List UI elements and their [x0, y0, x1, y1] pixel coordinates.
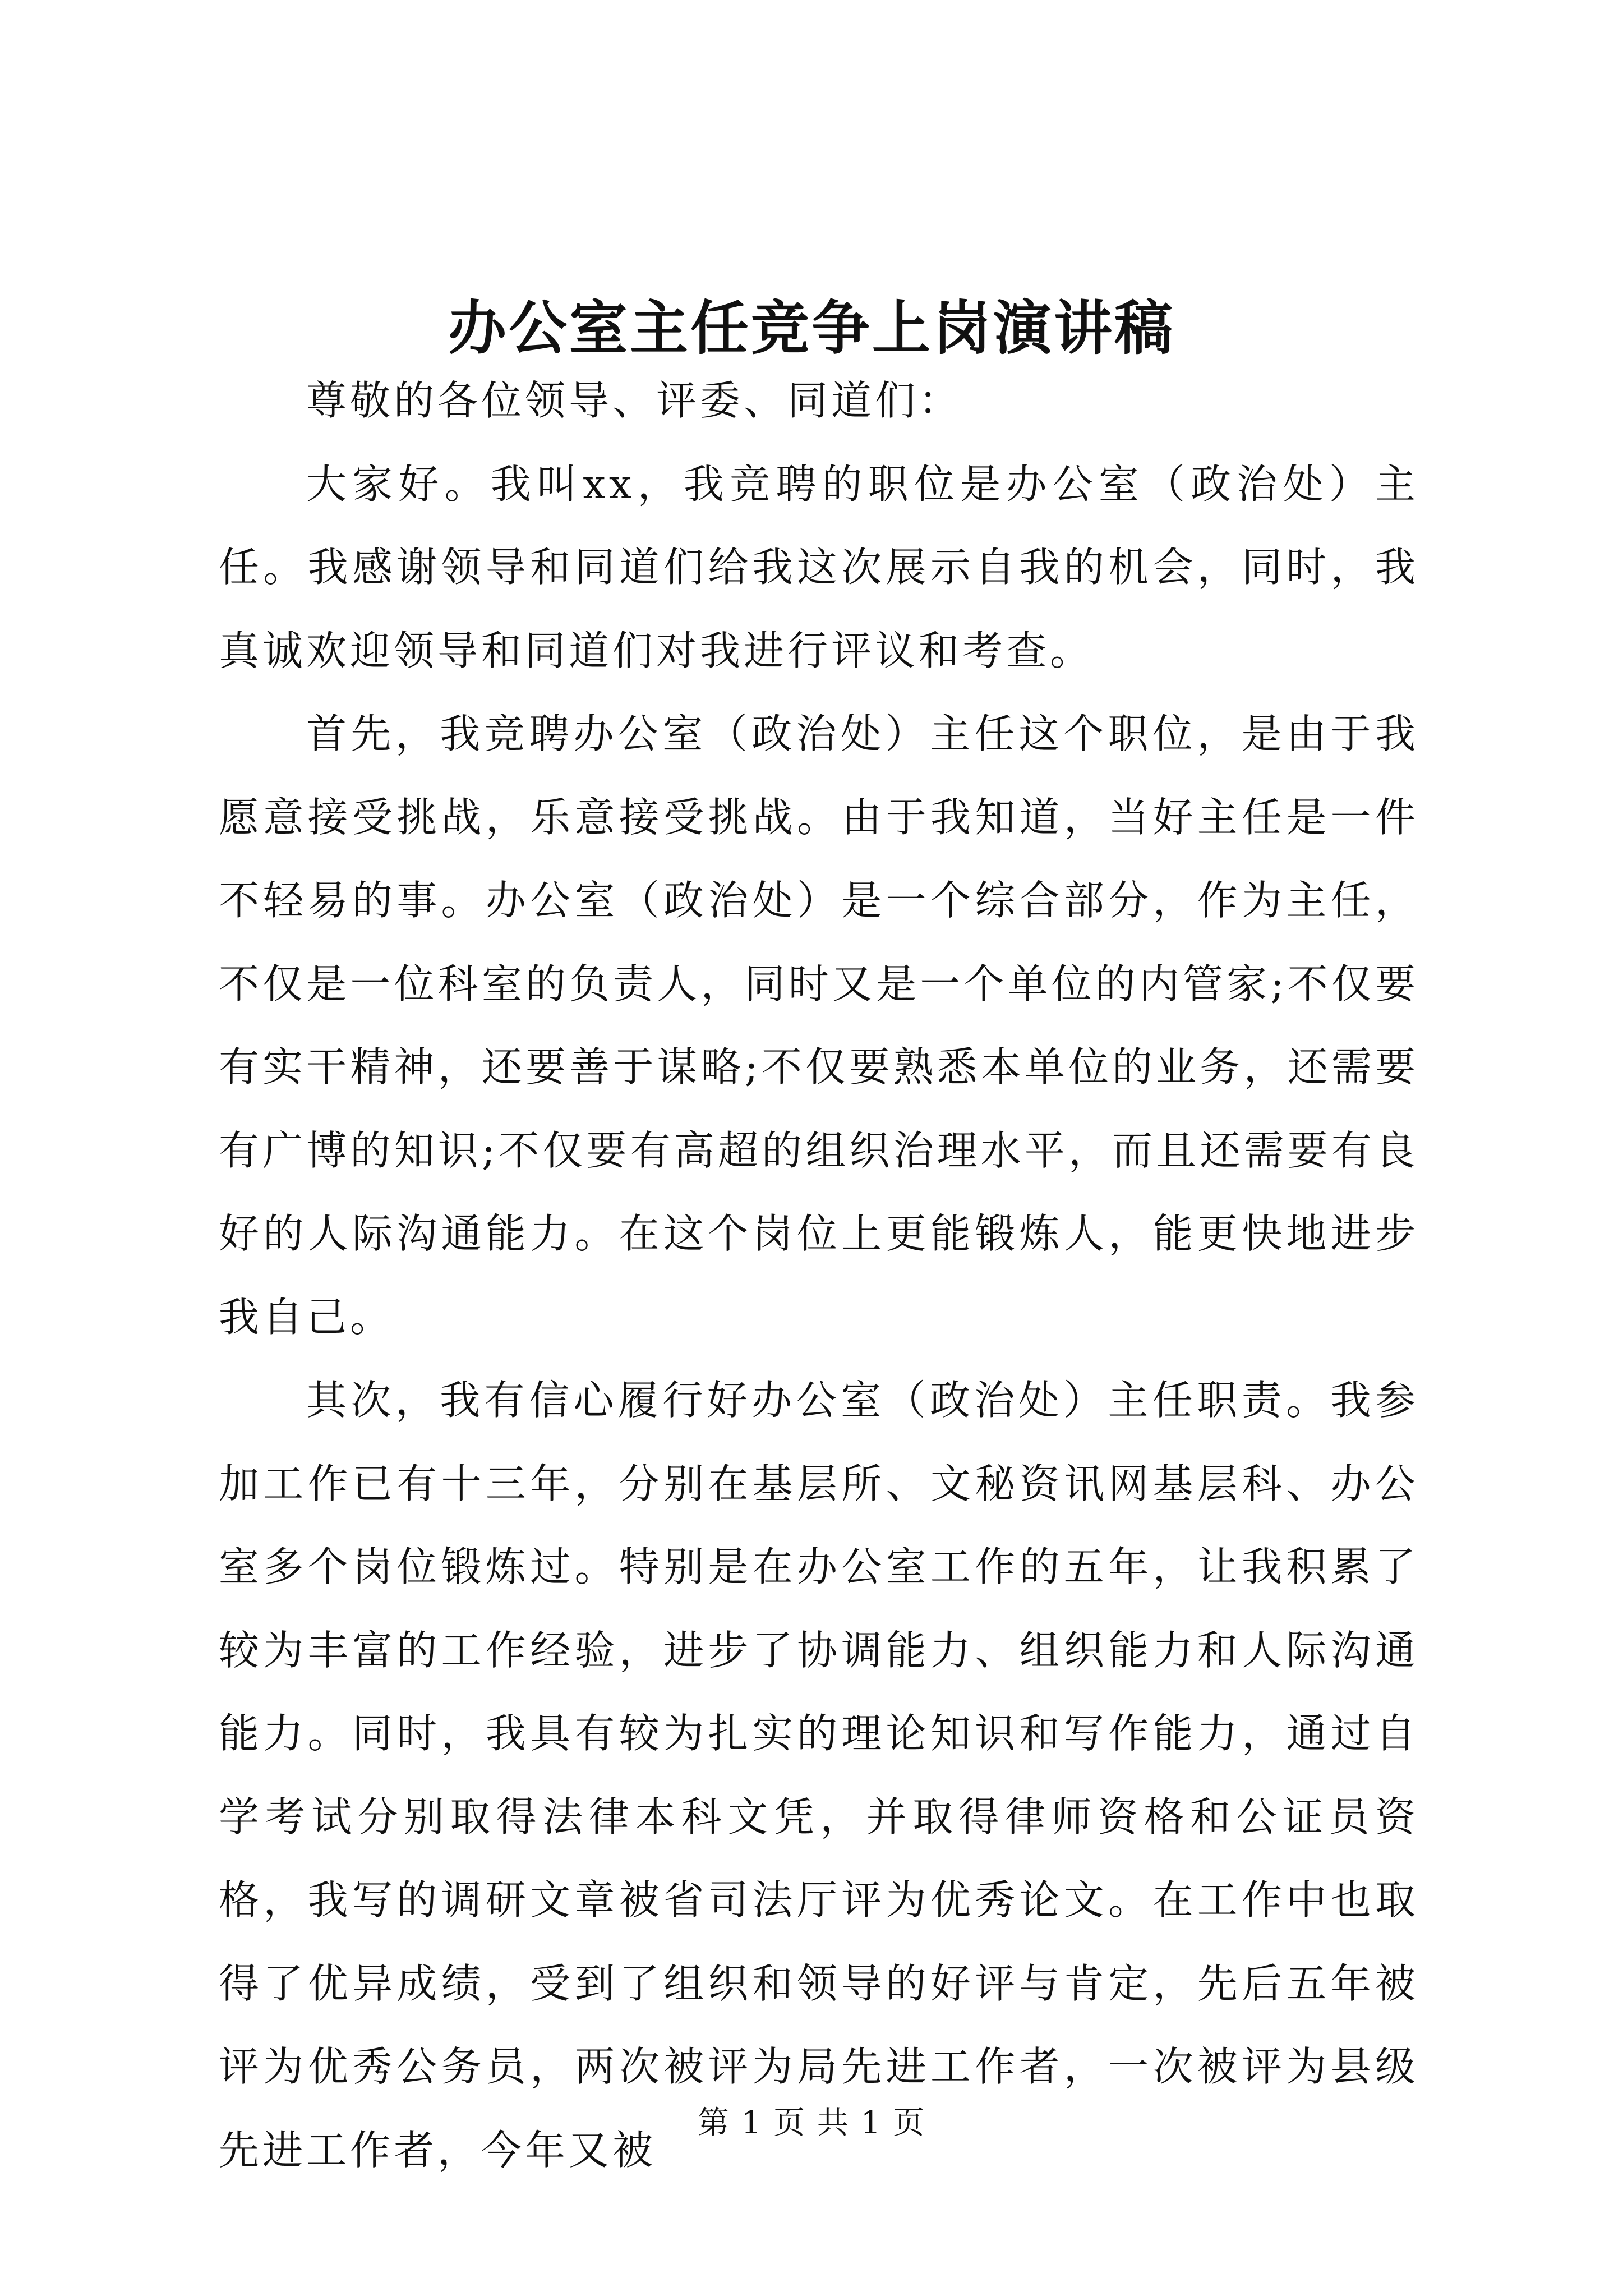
document-title: 办公室主任竞争上岗演讲稿: [448, 293, 1175, 362]
second-reason-paragraph: 其次，我有信心履行好办公室（政治处）主任职责。我参加工作已有十三年，分别在基层所、文秘资讯网基层科、办公室多个岗位锻炼过。特别是在办公室工作的五年，让我积累了较为丰富的工作经验，进步了协调能力、组织能力和人际沟通能力。同时，我具有较为扎实的理论知识和写作能力，通过自学考试分别取得法律本科文凭，并取得律师资格和公证员资格，我写的调研文章被省司法厅评为优秀论文。在工作中也取得了优异成绩，受到了组织和领导的好评与肯定，先后五年被评为优秀公务员，两次被评为局先进工作者，一次被评为县级先进工作者，今年又被: [219, 1377, 1419, 2174]
first-reason-paragraph: 首先，我竞聘办公室（政治处）主任这个职位，是由于我愿意接受挑战，乐意接受挑战。由于我知道，当好主任是一件不轻易的事。办公室（政治处）是一个综合部分，作为主任，不仅是一位科室的负责人，同时又是一个单位的内管家;不仅要有实干精神，还要善于谋略;不仅要熟悉本单位的业务，还需要有广博的知识;不仅要有高超的组织治理水平，而且还需要有良好的人际沟通能力。在这个岗位上更能锻炼人，能更快地进步我自己。: [219, 710, 1419, 1341]
greeting-paragraph: 大家好。我叫xx，我竞聘的职位是办公室（政治处）主任。我感谢领导和同道们给我这次展示自我的机会，同时，我真诚欢迎领导和同道们对我进行评议和考查。: [219, 460, 1419, 674]
page-number-footer: 第 1 页 共 1 页: [697, 2105, 926, 2141]
document-body: [219, 359, 1419, 2192]
salutation-paragraph: 尊敬的各位领导、评委、同道们：: [306, 377, 963, 424]
